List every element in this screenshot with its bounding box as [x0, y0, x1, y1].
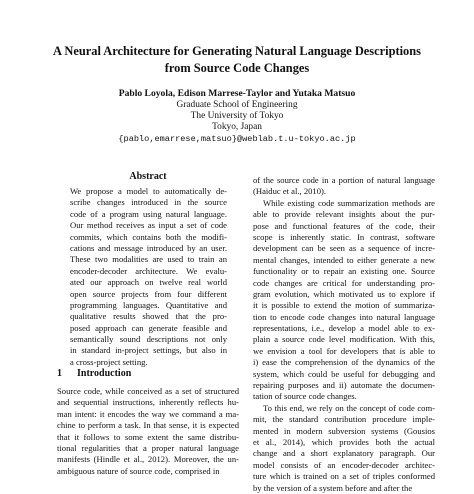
text-line: ambiguous nature of source code, comprised in [57, 465, 220, 476]
text-line: To this end, we rely on the concept of code com- [263, 402, 435, 413]
text-line: tional regularities that a proper natural language [57, 442, 239, 453]
paper-title [0, 43, 474, 77]
text-line: code of a program using natural language. [70, 208, 227, 219]
text-line: development can be seen as a sequence of incre- [253, 243, 435, 254]
text-line: mit, the standard contribution procedure imple- [253, 414, 435, 425]
text-line: manifests (Hindle et al., 2012). Moreover, the un- [57, 454, 239, 465]
affiliation-line: Graduate School of Engineering [176, 99, 298, 110]
text-line: mented in modern subversion systems (Gousios [253, 425, 435, 436]
text-line: semantically sound descriptions not only [70, 334, 227, 345]
text-line: We propose a model to automatically de- [70, 186, 227, 196]
text-line: that it follows to some extent the same distribu- [57, 431, 239, 442]
text-line: tation of source code changes. [253, 391, 357, 402]
text-line: we envision a tool for developers that is able to [253, 345, 435, 356]
abstract-heading: Abstract [129, 171, 167, 182]
introduction-body [57, 386, 239, 477]
text-line: system, which could be useful for debugging and [253, 368, 435, 379]
text-line: plain a source code level modification. With this, [253, 334, 435, 345]
introduction-heading [57, 368, 131, 380]
section-number: 1 [57, 368, 62, 379]
text-line: representations, i.e., develop a model able to ex- [253, 323, 435, 334]
affiliation-line: Tokyo, Japan [212, 122, 262, 133]
text-line: chine to perform a task. In that sense, it is expected [57, 420, 239, 431]
text-line: encoder-decoder architecture. We evalu- [70, 265, 227, 276]
text-line: in standard in-project settings, but also in [70, 345, 227, 356]
text-line: ture which is trained on a set of triples conformed [253, 471, 435, 482]
text-line: (Haiduc et al., 2010). [253, 186, 327, 197]
text-line: Our method receives as input a set of code [70, 220, 227, 231]
section-title: Introduction [77, 368, 132, 379]
text-line: While existing code summarization methods are [263, 197, 435, 208]
text-line: qualitative results showed that the pro- [70, 311, 227, 322]
text-line: mental changes, intended to either generate a new [253, 254, 435, 265]
text-line: able to provide relevant insights about the pur- [253, 209, 435, 220]
text-line: a cross-project setting. [70, 356, 148, 367]
text-line: functionality or to repair an existing one. Source [253, 266, 435, 277]
text-line: These two modalities are used to train an [70, 254, 227, 265]
author-email: {pablo,emarrese,matsuo}@weblab.t.u-tokyo.ac.jp [118, 133, 356, 144]
text-line: code changes are critical for understanding pro- [253, 277, 435, 288]
abstract-body [70, 186, 227, 368]
text-line: posed approach can generate feasible and [70, 322, 227, 333]
text-line: tion to encode code changes into natural language [253, 311, 435, 322]
text-line: repairing purposes and ii) automate the documen- [253, 380, 435, 391]
text-line: and sequential instructions, inherently reflects hu- [57, 397, 239, 408]
text-line: by the version of a system before and after the [253, 482, 413, 493]
text-line: man intent: it encodes the way we command a ma- [57, 408, 239, 419]
text-line: scope is inherently static. In contrast, software [253, 231, 435, 242]
text-line: gram evolution, which motivated us to explore if [253, 288, 435, 299]
text-line: programming languages. Quantitative and [70, 299, 227, 310]
text-line: Source code, while conceived as a set of structured [57, 386, 239, 396]
text-line: i) ease the comprehension of the dynamics of the [253, 357, 435, 368]
affiliation-block [0, 100, 474, 146]
text-line: commits, which contains both the modifi- [70, 231, 227, 242]
title-line: from Source Code Changes [164, 61, 310, 75]
author-list: Pablo Loyola, Edison Marrese-Taylor and Yutaka Matsuo [118, 88, 356, 99]
affiliation-line: The University of Tokyo [190, 110, 284, 121]
text-line: of the source code in a portion of natural language [253, 175, 435, 185]
text-line: cations and message introduced by an user. [70, 242, 227, 253]
text-line: et al., 2014), which provides both the actual [253, 436, 435, 447]
title-line: A Neural Architecture for Generating Natural Language Descriptions [53, 44, 421, 58]
text-line: it is possible to extend the motion of summariza- [253, 300, 435, 311]
text-line: open source projects from four different [70, 288, 227, 299]
text-line: change and a short explanatory paragraph. Our [253, 448, 435, 459]
text-line: model consists of an encoder-decoder architec- [253, 459, 435, 470]
text-line: pose and functional features of the code, their [253, 220, 435, 231]
right-column-body [253, 175, 435, 494]
text-line: ated our approach on twelve real world [70, 277, 227, 288]
text-line: scribe changes introduced in the source [70, 197, 227, 208]
